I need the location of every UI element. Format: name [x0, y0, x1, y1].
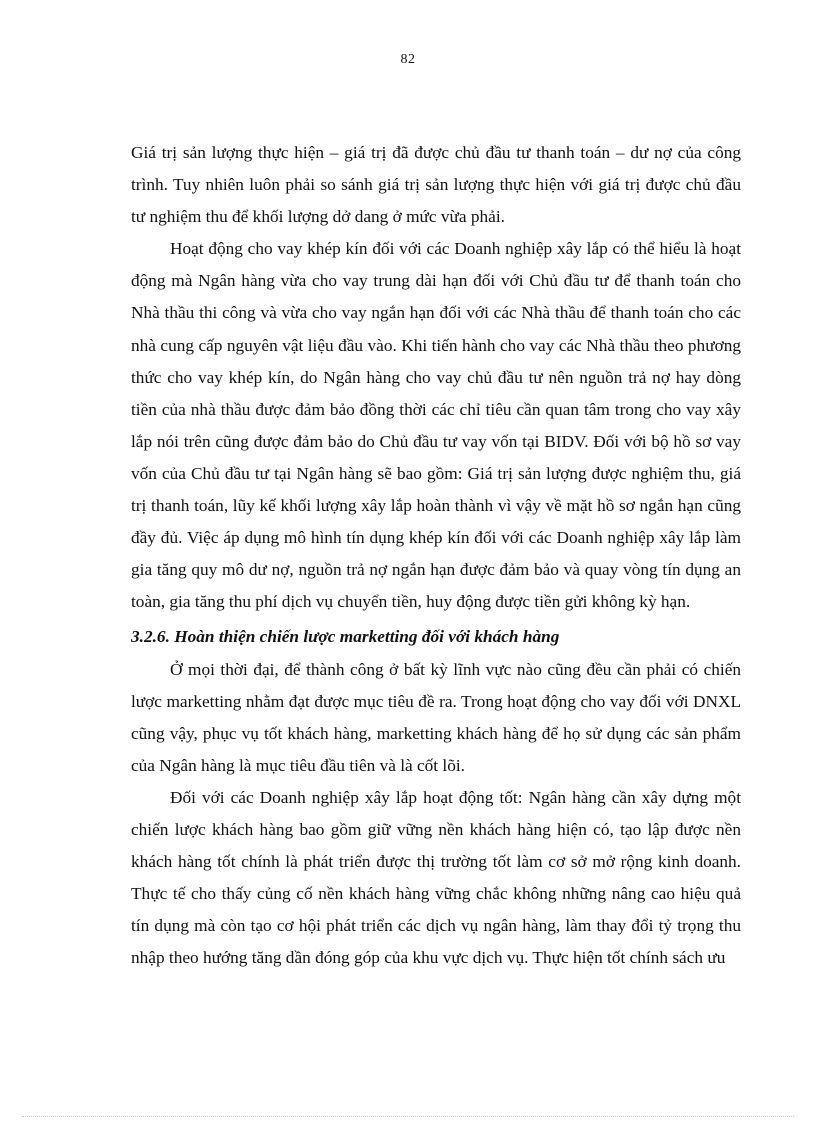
paragraph-1: Giá trị sản lượng thực hiện – giá trị đã được chủ đầu tư thanh toán – dư nợ của công trình. Tuy nhiên luôn phải so sánh giá trị sản lượng thực hiện với giá trị được chủ đầu tư nghiệm thu để khối lượng dở dang ở mức vừa phải.: [131, 143, 741, 227]
section-heading: 3.2.6. Hoàn thiện chiến lược marketting đối với khách hàng: [131, 627, 560, 647]
paragraph-3: Ở mọi thời đại, để thành công ở bất kỳ lĩnh vực nào cũng đều cần phải có chiến lược marketting nhằm đạt được mục tiêu đề ra. Trong hoạt động cho vay đối với DNXL cũng vậy, phục vụ tốt khách hàng, marketting khách hàng để họ sử dụng các sản phẩm của Ngân hàng là mục tiêu đầu tiên và là cốt lõi.: [131, 659, 741, 775]
page-bottom-divider: [22, 1116, 794, 1117]
paragraph-2: Hoạt động cho vay khép kín đối với các Doanh nghiệp xây lắp có thể hiểu là hoạt động mà Ngân hàng vừa cho vay trung dài hạn đối với Chủ đầu tư để thanh toán cho Nhà thầu thi công và vừa cho vay ngắn hạn đối với các Nhà thầu để thanh toán cho các nhà cung cấp nguyên vật liệu đầu vào. Khi tiến hành cho vay các Nhà thầu theo phương thức cho vay khép kín, do Ngân hàng cho vay chủ đầu tư nên nguồn trả nợ hay dòng tiền của nhà thầu được đảm bảo đồng thời các chỉ tiêu cần quan tâm trong cho vay xây lắp nói trên cũng được đảm bảo do Chủ đầu tư vay vốn tại BIDV. Đối với bộ hồ sơ vay vốn của Chủ đầu tư tại Ngân hàng sẽ bao gồm: Giá trị sản lượng được nghiệm thu, giá trị thanh toán, lũy kế khối lượng xây lắp hoàn thành vì vậy về mặt hồ sơ ngắn hạn cũng đầy đủ. Việc áp dụng mô hình tín dụng khép kín đối với các Doanh nghiệp xây lắp làm gia tăng quy mô dư nợ, nguồn trả nợ ngắn hạn được đảm bảo và quay vòng tín dụng an toàn, gia tăng thu phí dịch vụ chuyển tiền, huy động được tiền gửi không kỳ hạn.: [131, 239, 741, 612]
page-number: 82: [400, 52, 416, 67]
document-body: [131, 137, 741, 974]
paragraph-4: Đối với các Doanh nghiệp xây lắp hoạt động tốt: Ngân hàng cần xây dựng một chiến lược khách hàng bao gồm giữ vững nền khách hàng hiện có, tạo lập được nền khách hàng tốt chính là phát triển được thị trường tốt làm cơ sở mở rộng kinh doanh. Thực tế cho thấy củng cố nền khách hàng vững chắc không những nâng cao hiệu quả tín dụng mà còn tạo cơ hội phát triển các dịch vụ ngân hàng, làm thay đổi tỷ trọng thu nhập theo hướng tăng dần đóng góp của khu vực dịch vụ. Thực hiện tốt chính sách ưu: [131, 787, 741, 968]
